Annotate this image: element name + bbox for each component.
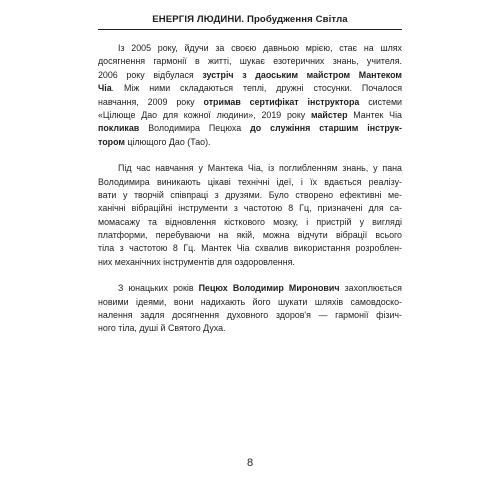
text-run: момасажу та відновлення кісткового мозку, і пристрій у вигляді [98, 216, 402, 227]
paragraph [98, 282, 402, 336]
text-line [98, 256, 402, 269]
text-line [98, 69, 402, 82]
text-run: платформи, перебуваючи на якій, можна відчути вібрації всього [98, 230, 402, 241]
text-line [98, 42, 402, 55]
text-run: системи [359, 96, 403, 107]
text-run: тіла з частотою 8 Гц. Мантек Чіа схвалив використання розроблен- [98, 243, 402, 254]
text-run: них механічних інструментів для оздоровлення. [98, 256, 295, 267]
page-number: 8 [246, 457, 254, 469]
text-line [98, 55, 402, 68]
text-line [98, 322, 402, 335]
text-run: вати у творчій співпраці з друзями. Було створено ефективні ме- [98, 189, 402, 200]
text-run: налення задля досягнення духовного здоров'я — гармонії фізич- [98, 310, 402, 321]
text-line [98, 122, 402, 135]
text-line [98, 136, 402, 149]
text-line [98, 296, 402, 309]
text-line [98, 176, 402, 189]
text-line [98, 109, 402, 122]
paragraph [98, 162, 402, 269]
text-line [98, 162, 402, 175]
text-run: Володимира виникають цікаві технічні ідеї, і їх вдається реалізу- [98, 176, 402, 187]
bold-text: покликав [98, 123, 140, 134]
text-run: «Цілюще Дао для кожної людини», 2019 року [98, 109, 312, 120]
text-line [98, 216, 402, 229]
text-line [98, 96, 402, 109]
bold-text: Чіа [98, 83, 112, 94]
text-run: 2006 року відбулася [98, 69, 203, 80]
bold-text: майстер [311, 109, 348, 120]
text-run: навчання, 2009 року [98, 96, 204, 107]
text-line [98, 82, 402, 95]
bold-text: отримав сертифікат інструктора [203, 96, 360, 107]
text-run: . Між ними складаються теплі, дружні стосунки. Почалося [111, 83, 402, 94]
text-line [98, 202, 402, 215]
text-line [98, 229, 402, 242]
body-text [98, 42, 402, 349]
bold-text: зустріч з даоським майстром Мантеком [202, 69, 402, 80]
text-run: Під час навчання у Мантека Чіа, із поглибленням знань, у пана [118, 163, 402, 174]
text-run: ного тіла, душі й Святого Духа. [98, 323, 226, 334]
text-line [98, 189, 402, 202]
running-header: ЕНЕРГІЯ ЛЮДИНИ. Пробудження Світла [98, 14, 402, 30]
bold-text: Пецюх Володимир Миронович [198, 283, 340, 294]
text-line [98, 242, 402, 255]
text-line [98, 282, 402, 295]
bold-text: до служіння старшим інструк- [250, 123, 402, 134]
text-run: Мантек Чіа [347, 109, 402, 120]
text-line [98, 309, 402, 322]
text-run: захоплюється [339, 283, 402, 294]
text-run: Із 2005 року, йдучи за своєю давньою мрією, стає на шлях [118, 43, 402, 53]
text-run: Володимира Пецюха [139, 123, 251, 134]
text-run: досягнення гармонії в житті, шукає езотеричних знань, учителя. [98, 56, 402, 67]
bold-text: тором [98, 136, 125, 147]
paragraph [98, 42, 402, 149]
text-run: ханічні вібраційні інструменти з частотою 8 Гц, призначені для са- [98, 203, 402, 214]
text-run: З юнацьких років [118, 283, 199, 294]
text-run: цілющого Дао (Тао). [124, 136, 211, 147]
text-run: новими ідеями, вони надихають його шукати шляхів самовдоско- [98, 296, 402, 307]
